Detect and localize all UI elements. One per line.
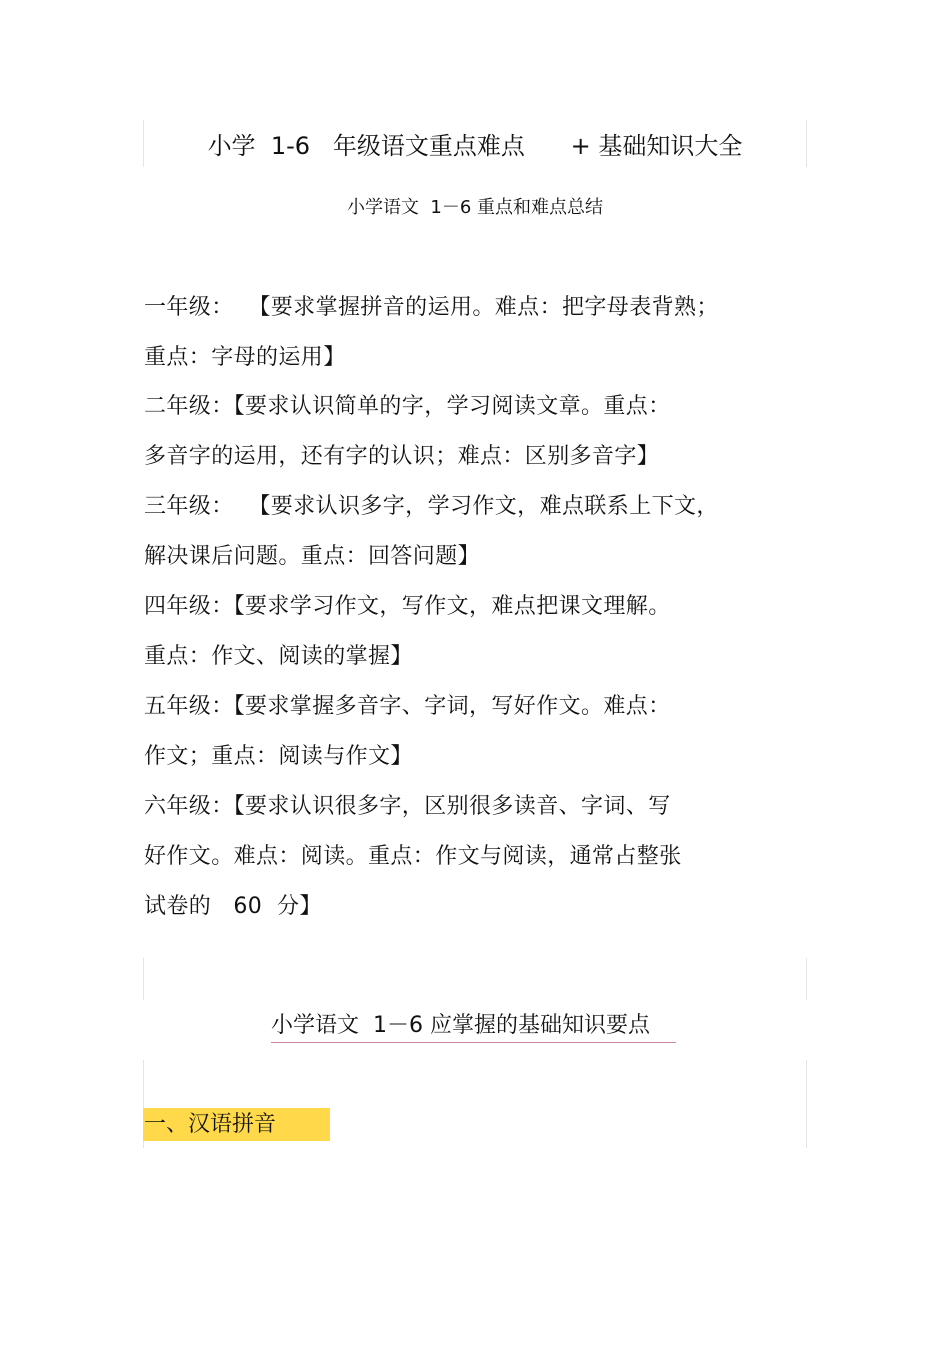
margin-line-right-bottom: [806, 1060, 807, 1148]
margin-line-left-mid: [143, 958, 144, 1000]
body-line: 重点：作文、阅读的掌握】: [144, 644, 413, 669]
body-line: 三年级： 【要求认识多字，学习作文，难点联系上下文，: [144, 494, 719, 519]
body-line: 六年级：【要求认识很多字，区别很多读音、字词、写: [144, 794, 671, 819]
body-line: 解决课后问题。重点：回答问题】: [144, 544, 481, 569]
body-line: 二年级：【要求认识简单的字，学习阅读文章。重点：: [144, 394, 671, 419]
document-title: 小学 1-6 年级语文重点难点 + 基础知识大全: [207, 132, 743, 160]
body-line: 多音字的运用，还有字的认识；难点：区别多音字】: [144, 444, 660, 469]
body-line: 重点：字母的运用】: [144, 345, 346, 370]
body-line: 好作文。难点：阅读。重点：作文与阅读，通常占整张: [144, 844, 682, 869]
body-line: 四年级：【要求学习作文，写作文，难点把课文理解。: [144, 594, 671, 619]
section-title: 小学语文 1－6 应掌握的基础知识要点: [271, 1010, 676, 1043]
body-line: 试卷的 60 分】: [144, 894, 322, 919]
body-line: 一年级： 【要求掌握拼音的运用。难点：把字母表背熟；: [144, 295, 719, 320]
body-line: 五年级：【要求掌握多音字、字词，写好作文。难点：: [144, 694, 671, 719]
body-line: 作文；重点：阅读与作文】: [144, 744, 413, 769]
margin-line-right-mid: [806, 958, 807, 1000]
document-subtitle: 小学语文 1－6 重点和难点总结: [346, 197, 604, 218]
section-heading-highlight: 一、汉语拼音: [143, 1108, 330, 1141]
